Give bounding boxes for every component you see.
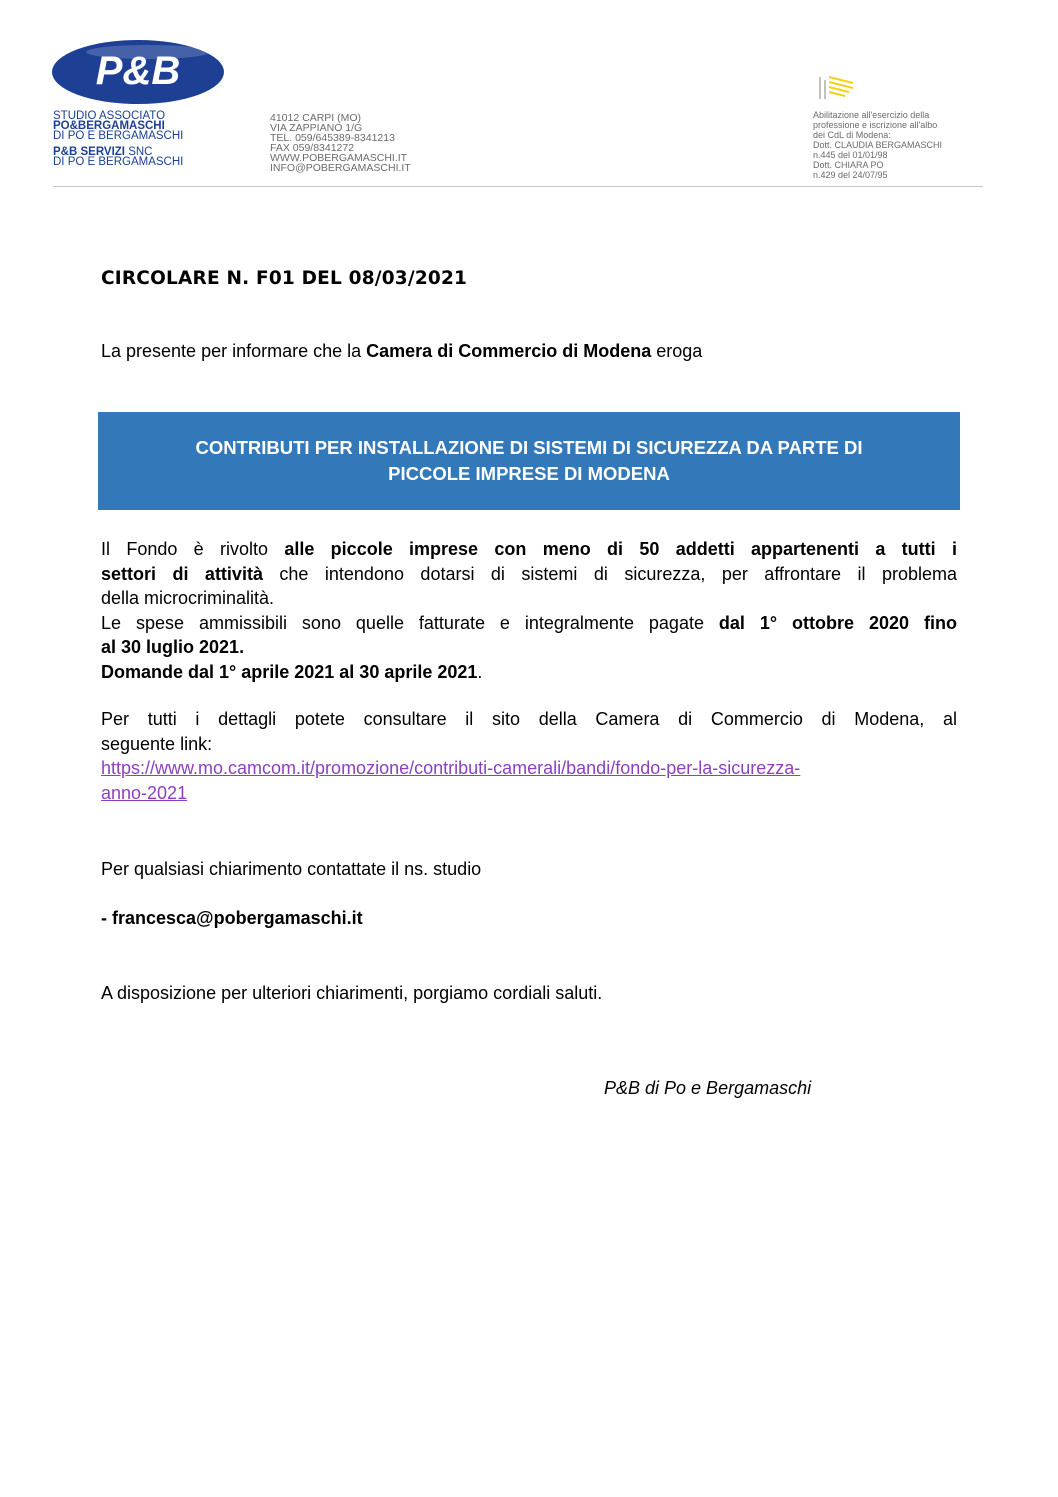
paragraph-text: Il Fondo è rivolto — [101, 539, 285, 559]
qualification-line: Abilitazione all'esercizio della — [813, 110, 930, 120]
banner-line-1: CONTRIBUTI PER INSTALLAZIONE DI SISTEMI DI SICUREZZA DA PARTE DI — [195, 437, 863, 458]
qualification-line: Dott. CLAUDIA BERGAMASCHI — [813, 140, 943, 150]
closing-sentence: A disposizione per ulteriori chiarimenti, porgiamo cordiali saluti. — [101, 983, 603, 1003]
address-block — [270, 113, 411, 173]
paragraph-line — [101, 635, 957, 660]
address-line: 41012 CARPI (MO) — [270, 112, 362, 124]
paragraph-bold-text: al 30 luglio 2021. — [101, 637, 245, 657]
qualification-line: Dott. CHIARA PO — [813, 160, 884, 170]
paragraph-text: . — [477, 661, 483, 682]
studio-name-block — [53, 111, 183, 167]
paragraph-line: della microcriminalità. — [101, 588, 275, 608]
details-paragraph — [101, 707, 957, 805]
company-logo — [50, 38, 226, 106]
paragraph-line — [101, 660, 957, 685]
contact-email[interactable]: - francesca@pobergamaschi.it — [101, 908, 363, 928]
paragraph-text: Le spese ammissibili sono quelle fatturate e integralmente pagate — [101, 612, 719, 633]
website-line: WWW.POBERGAMASCHI.IT — [270, 152, 408, 164]
intro-sentence — [101, 341, 702, 362]
phone-line: TEL. 059/645389-8341213 — [270, 132, 395, 144]
chamber-name: Camera di Commercio di Modena — [366, 341, 652, 361]
qualification-line: n.445 del 01/01/98 — [813, 150, 888, 160]
paragraph-line — [101, 781, 957, 806]
paragraph-line — [101, 756, 957, 781]
fax-line: FAX 059/8341272 — [270, 142, 355, 154]
qualification-line: n.429 del 24/07/95 — [813, 170, 888, 180]
studio-line-3: DI PO E BERGAMASCHI — [53, 130, 184, 142]
address-line: VIA ZAPPIANO 1/G — [270, 122, 363, 134]
studio-line-2: PO&BERGAMASCHI — [53, 120, 165, 132]
cdl-logo-icon — [816, 74, 854, 102]
header-divider — [53, 186, 983, 187]
eligibility-paragraph — [101, 537, 957, 684]
contact-intro: Per qualsiasi chiarimento contattate il ns. studio — [101, 859, 482, 879]
paragraph-line — [101, 562, 957, 587]
paragraph-bold-text: settori di attività — [101, 563, 263, 584]
paragraph-bold-text: alle piccole imprese con meno di 50 addetti appartenenti a tutti i — [284, 539, 957, 559]
studio-line-1: STUDIO ASSOCIATO — [53, 110, 166, 122]
servizi-name: P&B SERVIZI — [53, 146, 125, 158]
subject-banner — [98, 412, 960, 510]
intro-end: eroga — [651, 341, 703, 361]
qualification-block — [813, 110, 942, 180]
banner-line-2: PICCOLE IMPRESE DI MODENA — [388, 463, 670, 484]
servizi-suffix: SNC — [125, 146, 153, 158]
camcom-link-continued[interactable]: anno-2021 — [101, 782, 188, 803]
paragraph-line — [101, 537, 957, 562]
qualification-line: dei CdL di Modena: — [813, 130, 891, 140]
logo-text: P&B — [95, 49, 181, 93]
studio-line-5: DI PO E BERGAMASCHI — [53, 156, 184, 168]
application-dates: Domande dal 1° aprile 2021 al 30 aprile 2021 — [101, 661, 478, 682]
intro-text: La presente per informare che la — [101, 341, 367, 361]
signature: P&B di Po e Bergamaschi — [604, 1078, 812, 1098]
paragraph-text: che intendono dotarsi di sistemi di sicurezza, per affrontare il problema — [262, 563, 957, 584]
email-line: INFO@POBERGAMASCHI.IT — [270, 162, 411, 174]
paragraph-line — [101, 611, 957, 636]
circular-title: CIRCOLARE N. F01 DEL 08/03/2021 — [101, 268, 468, 289]
paragraph-line: seguente link: — [101, 733, 213, 754]
paragraph-bold-text: dal 1° ottobre 2020 fino — [718, 612, 957, 633]
qualification-line: professione e iscrizione all'albo — [813, 120, 938, 130]
paragraph-line: Per tutti i dettagli potete consultare il sito della Camera di Commercio di Modena, al — [101, 709, 957, 729]
camcom-link[interactable]: https://www.mo.camcom.it/promozione/contributi-camerali/bandi/fondo-per-la-sicurezza- — [101, 758, 801, 778]
